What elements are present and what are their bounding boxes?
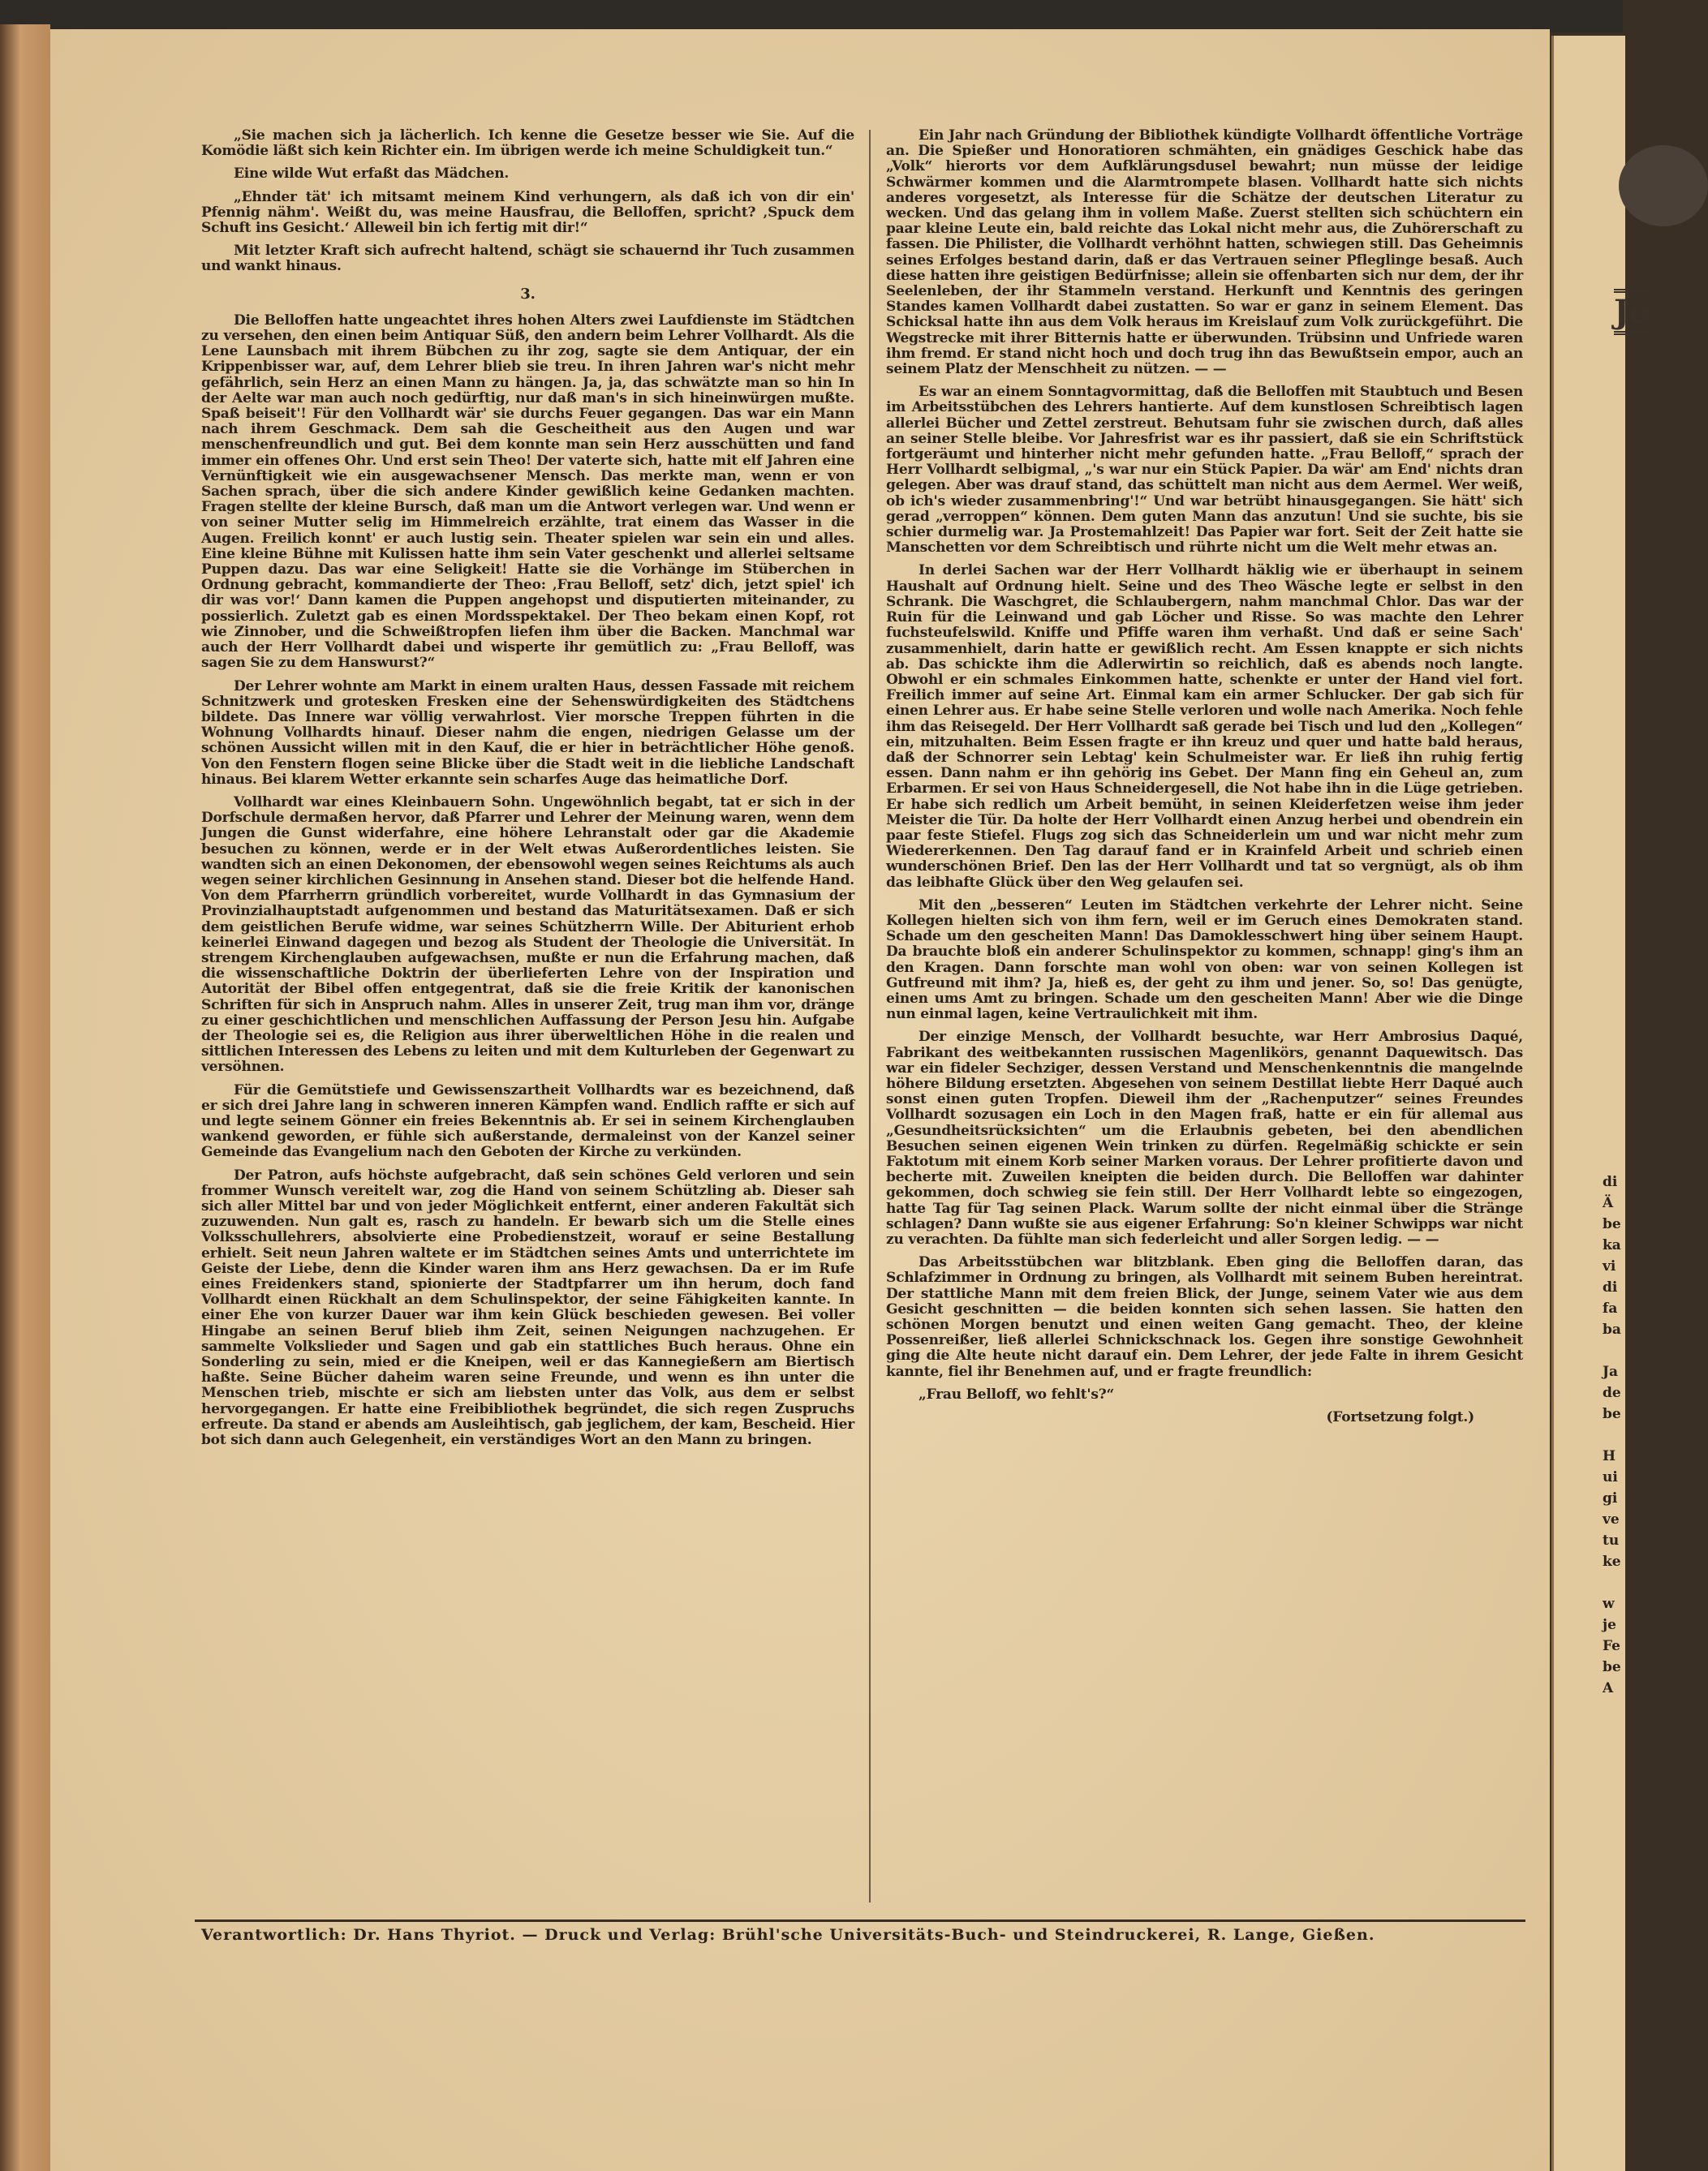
imprint-footer: Verantwortlich: Dr. Hans Thyriot. — Druck und Verlag: Brühl'sche Universitäts-Buch- und Steindruckerei, R. Lange, Gießen. [201,1926,1375,1944]
paragraph: Mit letzter Kraft sich aufrecht haltend, schägt sie schauernd ihr Tuch zusammen und wankt hinaus. [201,243,854,275]
book-binding [0,24,50,2171]
margin-fragment: gi [1603,1490,1618,1507]
paragraph: Es war an einem Sonntagvormittag, daß die Belloffen mit Staubtuch und Besen im Arbeitsstübchen des Lehrers hantierte. Auf dem kunstlosen Schreibtisch lagen allerlei Bücher und Zettel zerstreut. Behutsam fuhr sie zwischen durch, daß alles an seiner Stelle bleibe. Vor Jahresfrist war es ihr passiert, daß sie ein Schriftstück fortgeräumt und hinterher nicht mehr gefunden hatte. „Frau Belloff,“ sprach der Herr Vollhardt selbigmal, „'s war nur ein Stück Papier. Da wär' am End' nichts dran gelegen. Aber was drauf stand, das schüttelt man nicht aus dem Aermel. Wer weiß, ob ich's wieder zusammenbring'!“ Und war betrübt hinausgegangen. Sie hätt' sich gerad „verroppen“ können. Dem guten Mann das anzutun! Und sie suchte, bis sie schier durmelig war. Ja Prostemahlzeit! Das Papier war fort. Seit der Zeit hatte sie Manschetten vor dem Schreibtisch und rührte nicht um die Welt mehr etwas an. [886,384,1523,557]
column-divider [869,130,871,1902]
paragraph: Mit den „besseren“ Leuten im Städtchen verkehrte der Lehrer nicht. Seine Kollegen hielten sich von ihm fern, weil er im Geruch eines Demokraten stand. Schade um den gescheiten Mann! Das Damoklesschwert hing über seinem Haupt. Da brauchte bloß ein anderer Schulinspektor zu kommen, schnapp! ging's ihm an den Kragen. Dann forschte man wohl von oben: war von seinen Kollegen ist Gutfreund mit ihm? Ja, hieß es, der geht zu ihm und jener. So, so! Das genügte, einen ums Amt zu bringen. Schade um den gescheiten Mann! Aber wie die Dinge nun einmal lagen, keine Vertraulichkeit mit ihm. [886,896,1523,1023]
paragraph: Der einzige Mensch, der Vollhardt besuchte, war Herr Ambrosius Daqué, Fabrikant des weitbekannten russischen Magenlikörs, genannt Daquewitsch. Das war ein fideler Sechziger, dessen Verstand und Menschenkenntnis die mangelnde höhere Bildung ersetzten. Abgesehen von seinem Destillat liebte Herr Daqué auch sonst einen guten Tropfen. Dieweil ihm der „Rachenputzer“ seines Freundes Vollhardt sozusagen ein Loch in den Magen fraß, hatte er ein für allemal aus „Gesundheitsrücksichten“ um die Erlaubnis gebeten, bei den abendlichen Besuchen seinen eigenen Wein trinken zu dürfen. Regelmäßig schickte er sein Faktotum mit einem Korb seiner Marken voraus. Der Lehrer profitierte davon und becherte mit. Zuweilen kneipten die beiden durch. Die Belloffen war dahinter gekommen, doch schwieg sie fein still. Der Herr Vollhardt lebte so eingezogen, hatte Tag für Tag seinen Plack. Warum sollte der nicht einmal über die Stränge schlagen? Dann wußte sie aus eigener Erfahrung: So'n kleiner Schwipps war nicht zu verachten. Da fühlte man sich federleicht und aller Sorgen ledig. — — [886,1029,1523,1249]
paragraph: Die Belloffen hatte ungeachtet ihres hohen Alters zwei Laufdienste im Städtchen zu versehen, den einen beim Antiquar Süß, den andern beim Lehrer Vollhardt. Als die Lene Launsbach mit ihrem Bübchen zu ihr zog, sagte sie dem Antiquar, der ein Krippenbisser war, auf, dem Lehrer blieb sie treu. In ihren Jahren war's nicht mehr gefährlich, sein Herz an einen Mann zu hängen. Ja, ja, das schwätzte man so hin In der Aelte war man auch noch gedürftig, nur daß man's in sich hineinwürgen mußte. Spaß beiseit'! Für den Vollhardt wär' sie durchs Feuer gegangen. Das war ein Mann nach ihrem Geschmack. Dem sah die Gescheitheit aus den Augen und war menschenfreundlich und gut. Bei dem konnte man sein Herz ausschütten und fand immer ein offenes Ohr. Und erst sein Theo! Der vaterte sich, hatte mit elf Jahren eine Vernünftigkeit wie ein ausgewachsener Mensch. Das merkte man, wenn er von Sachen sprach, über die sich andere Kinder gewißlich keine Gedanken machten. Fragen stellte der kleine Bursch, daß man um die Antwort verlegen war. Und wenn er von seiner Mutter selig im Himmelreich erzählte, trat einem das Wasser in die Augen. Freilich konnt' er auch lustig sein. Theater spielen war sein ein und alles. Eine kleine Bühne mit Kulissen hatte ihm sein Vater geschenkt und allerlei seltsame Puppen dazu. Das war eine Seligkeit! Hatte sie die Vorhänge im Stüberchen in Ordnung gebracht, kommandierte der Theo: ‚Frau Belloff, setz' dich, jetzt spiel' ich dir was vor!‘ Dann kamen die Puppen angehopst und disputierten miteinander, zu possierlich. Zuletzt gab es einen Mordsspektakel. Der Theo bekam einen Kopf, rot wie Zinnober, und die Schweißtropfen liefen ihm über die Backen. Manchmal war auch der Herr Vollhardt dabei und wisperte ihr gemütlich zu: „Frau Belloff, was sagen Sie zu dem Hanswurst?“ [201,312,854,672]
margin-fragment: de [1603,1385,1621,1401]
adjacent-page [1551,36,1651,2171]
margin-fragment: be [1603,1406,1621,1422]
margin-fragment: Ä [1603,1195,1614,1211]
margin-fragment [1603,1425,1635,1446]
margin-fragment: di [1603,1174,1618,1190]
margin-fragment: ui [1603,1469,1618,1485]
margin-fragment: ve [1603,1511,1620,1528]
ornament-circle [1619,145,1708,226]
margin-fragment: Ja [1603,1364,1619,1380]
adjacent-page-title: Jo [1614,289,1651,335]
paragraph: „Frau Belloff, wo fehlt's?“ [919,1386,1115,1403]
paragraph: Für die Gemütstiefe und Gewissenszartheit Vollhardts war es bezeichnend, daß er sich drei Jahre lang in schweren inneren Kämpfen wand. Endlich raffte er sich auf und legte seinem Gönner ein freies Bekenntnis ab. Er sei in seinem Kirchenglauben wankend geworden, er fühle sich außerstande, dermaleinst von der Kanzel seiner Gemeinde das Evangelium nach den Geboten der Kirche zu verkünden. [201,1081,854,1161]
margin-fragment: vi [1603,1258,1616,1275]
margin-fragment: di [1603,1279,1618,1296]
scanner-background [0,0,1623,32]
continuation-note: (Fortsetzung folgt.) [1326,1409,1474,1426]
paragraph: Der Patron, aufs höchste aufgebracht, daß sein schönes Geld verloren und sein frommer Wunsch vereitelt war, zog die Hand von seinem Schützling ab. Dieser sah sich aller Mittel bar und von jeder Möglichkeit entfernt, einer anderen Fakultät sich zuzuwenden. Nun galt es, rasch zu handeln. Er bewarb sich um die Stelle eines Volksschullehrers, absolvierte eine Probedienstzeit, worauf er seine Bestallung erhielt. Seit neun Jahren waltete er im Städtchen seines Amts und unterrichtete im Geiste der Liebe, denn die Kinder waren ihm ans Herz gewachsen. Da er im Rufe eines Freidenkers stand, spionierte der Stadtpfarrer um ihn herum, doch fand Vollhardt einen Rückhalt an dem Schulinspektor, der seine Fähigkeiten kannte. In einer Ehe von kurzer Dauer war ihm kein Glück beschieden gewesen. Bei voller Hingabe an seinen Beruf blieb ihm Zeit, seinen Neigungen nachzugehen. Er sammelte Volkslieder und Sagen und gab ein stattliches Buch heraus. Ohne ein Sonderling zu sein, mied er die Kneipen, weil er das Kannegießern am Biertisch haßte. Seine Bücher daheim waren seine Freunde, und wenn es ihn unter die Menschen trieb, mischte er sich am liebsten unter das Volk, aus dem er selbst hervorgegangen. Er hatte eine Freibibliothek begründet, die sich regen Zuspruchs erfreute. Da stand er abends am Ausleihtisch, gab jeglichem, der kam, Bescheid. Hier bot sich dann auch Gelegenheit, ein verständiges Wort an den Mann zu bringen. [201,1167,854,1449]
paragraph: Vollhardt war eines Kleinbauern Sohn. Ungewöhnlich begabt, tat er sich in der Dorfschule dermaßen hervor, daß Pfarrer und Lehrer der Meinung waren, wenn dem Jungen die Gunst widerfahre, eine höhere Lehranstalt oder gar die Akademie besuchen zu können, werde er in der Welt etwas Außerordentliches leisten. Sie wandten sich an einen Dekonomen, der ebensowohl wegen seines Reichtums als auch wegen seiner kirchlichen Gesinnung in Ansehen stand. Dieser bot die helfende Hand. Von dem Pfarrherrn gründlich vorbereitet, wurde Vollhardt in das Gymnasium der Provinzialhauptstadt aufgenommen und bestand das Maturitätsexamen. Daß er sich dem geistlichen Berufe widme, war seines Schützherrn Wille. Der Abiturient erhob keinerlei Einwand dagegen und bezog als Student der Theologie die Universität. In strengem Kirchenglauben aufgewachsen, mußte er nun die Erfahrung machen, daß die wissenschaftliche Doktrin der überlieferten Lehre von der Inspiration und Autorität der Bibel offen entgegentrat, daß sie die freie Kritik der kanonischen Schriften für sich in Anspruch nahm. Alles in unserer Zeit, trug man ihm vor, dränge zu einer geschichtlichen und menschlichen Auffassung der Person Jesu hin. Aufgabe der Theologie sei es, die Religion aus ihrer überweltlichen Höhe in die realen und sittlichen Interessen des Lebens zu leiten und mit dem Kulturleben der Gegenwart zu versöhnen. [201,793,854,1076]
paragraph: „Sie machen sich ja lächerlich. Ich kenne die Gesetze besser wie Sie. Auf die Komödie läßt sich kein Richter ein. Im übrigen werde ich meine Schuldigkeit tun.“ [201,127,854,160]
margin-fragment [1603,1572,1635,1593]
margin-fragment: be [1603,1216,1621,1232]
paragraph: Der Lehrer wohnte am Markt in einem uralten Haus, dessen Fassade mit reichem Schnitzwerk und grotesken Fresken eine der Sehenswürdigkeiten des Städtchens bildete. Das Innere war völlig verwahrlost. Vier morsche Treppen führten in die Wohnung Vollhardts hinauf. Dieser nahm die engen, niedrigen Gelasse um der schönen Aussicht willen mit in den Kauf, die er hier in beträchtlicher Höhe genoß. Von den Fenstern flogen seine Blicke über die Stadt weit in die liebliche Landschaft hinaus. Bei klarem Wetter erkannte sein scharfes Auge das heimatliche Dorf. [201,677,854,788]
paragraph: Das Arbeitsstübchen war blitzblank. Eben ging die Belloffen daran, das Schlafzimmer in Ordnung zu bringen, als Vollhardt mit seinem Buben hereintrat. Der stattliche Mann mit dem freien Blick, der Junge, seinem Vater wie aus dem Gesicht geschnitten — die beiden konnten sich sehen lassen. Sie hatten den schönen Morgen benutzt und einen weiten Gang gemacht. Theo, der kleine Possenreißer, ließ allerlei Schnickschnack los. Gegen ihre sonstige Gewohnheit ging die Alte heute nicht darauf ein. Dem Lehrer, der jede Falte in ihrem Gesicht kannte, fiel ihr Benehmen auf, und er fragte freundlich: [886,1254,1523,1380]
margin-fragment: Fe [1603,1638,1620,1654]
footer-rule [195,1920,1525,1922]
column-right [886,128,1523,1433]
margin-fragment [1603,1340,1635,1361]
margin-fragment: be [1603,1659,1621,1675]
margin-fragment: ba [1603,1322,1621,1338]
margin-fragment: H [1603,1448,1616,1464]
paragraph: In derlei Sachen war der Herr Vollhardt häklig wie er überhaupt in seinem Haushalt auf Ordnung hielt. Seine und des Theo Wäsche legte er selbst in den Schrank. Die Waschgret, die Schlaubergern, nahm manchmal Chlor. Das war der Ruin für die Leinwand und gab Löcher und Risse. So was machte den Lehrer fuchsteufelswild. Kniffe und Pfiffe waren ihm verhaßt. Und daß er seine Sach' zusammenhielt, darin hatte er gewißlich recht. Am Essen knappte er sich nichts ab. Das schickte ihm die Adlerwirtin so reichlich, daß es abends noch langte. Obwohl er ein schmales Einkommen hatte, schenkte er unter der Hand viel fort. Freilich immer auf seine Art. Einmal kam ein armer Schlucker. Der gab sich für einen Lehrer aus. Er habe seine Stelle verloren und wolle nach Amerika. Noch fehle ihm das Reisegeld. Der Herr Vollhardt saß gerade bei Tisch und lud den „Kollegen“ ein, mitzuhalten. Beim Essen fragte er ihn kreuz und quer und hatte bald heraus, daß der Schnorrer sein Lebtag' kein Schulmeister war. Er ließ ihn ruhig fertig essen. Dann nahm er ihn gehörig ins Gebet. Der Mann fing ein Geheul an, zum Erbarmen. Er sei von Haus Schneidergesell, die Not habe ihn in die Lüge getrieben. Er habe sich redlich um Arbeit bemüht, in seinen Kleiderfetzen weise ihm jeder Meister die Tür. Da holte der Herr Vollhardt einen Anzug herbei und obendrein ein paar feste Stiefel. Flugs zog sich das Schneiderlein um und war nicht mehr zum Wiedererkennen. Den Tag darauf fand er in Krainfeld Arbeit und schrieb einen wunderschönen Brief. Den las der Herr Vollhardt und tat so vergnügt, als ob ihm das leibhafte Glück über den Weg gelaufen sei. [886,562,1523,891]
margin-fragment: ka [1603,1237,1621,1253]
adjacent-page-text [1603,1171,1635,1699]
section-number: 3. [520,285,536,303]
margin-fragment: w [1603,1596,1615,1612]
margin-fragment: tu [1603,1533,1620,1549]
column-left [201,128,854,1455]
margin-fragment: je [1603,1617,1616,1633]
paragraph: Eine wilde Wut erfaßt das Mädchen. [234,166,510,183]
margin-fragment: A [1603,1680,1614,1696]
margin-fragment: ke [1603,1554,1621,1570]
paragraph: Ein Jahr nach Gründung der Bibliothek kündigte Vollhardt öffentliche Vorträge an. Die Spießer und Honoratioren schmähten, ein gnädiges Geschick habe das „Volk“ hierorts vor dem Aufklärungsdusel bewahrt; nun müsse der leidige Schwärmer kommen und die Alarmtrompete blasen. Vollhardt hatte sich nichts anderes vorgesetzt, als Interesse für die Schätze der deutschen Literatur zu wecken. Und das gelang ihm in vollem Maße. Zuerst stellten sich schüchtern ein paar kleine Leute ein, bald reichte das Lokal nicht mehr aus, die Zuhörerschaft zu fassen. Die Philister, die Vollhardt verhöhnt hatten, schwiegen still. Das Geheimnis seines Erfolges bestand darin, daß er das Vertrauen seiner Pfleglinge besaß. Auch diese hatten ihre geistigen Bedürfnisse; allein sie offenbarten sich nur dem, der ihr Seelenleben, der ihr Stammeln verstand. Herkunft und Kenntnis des geringen Standes kamen Vollhardt dabei zustatten. So war er ganz in seinem Element. Das Schicksal hatte ihn aus dem Volk heraus im Kreislauf zum Volk zurückgeführt. Die Wegstrecke mit ihrer Bitternis hatte er überwunden. Trübsinn und Unfriede waren ihm fremd. Er stand nicht hoch und doch trug ihn das Bewußtsein empor, auch an seinem Platz der Menschheit zu nützen. — — [886,127,1523,378]
paragraph: „Ehnder tät' ich mitsamt meinem Kind verhungern, als daß ich von dir ein' Pfennig nähm'. Weißt du, was meine Hausfrau, die Belloffen, spricht? ‚Spuck dem Schuft ins Gesicht.‘ Alleweil bin ich fertig mit dir!“ [201,188,854,237]
margin-fragment: fa [1603,1300,1618,1317]
